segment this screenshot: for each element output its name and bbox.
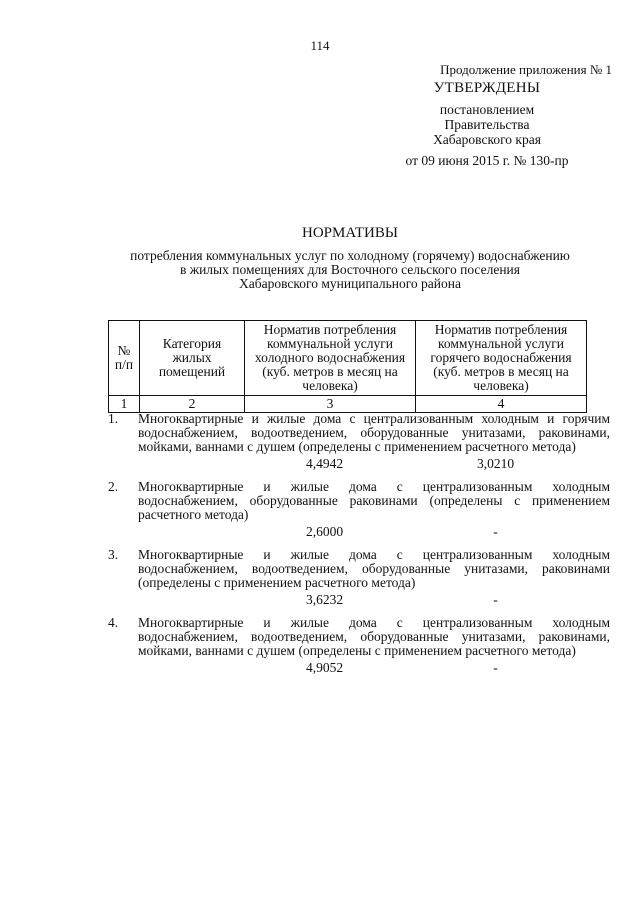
row-number: 4. — [108, 615, 119, 630]
row-category-text: Многоквартирные и жилые дома с централизованным холодным водоснабжением, водоотведением, оборудованные унитазами, раковинами (определены с применением расчетного метода) — [138, 547, 610, 590]
row-category-text: Многоквартирные и жилые дома с централизованным холодным водоснабжением, оборудованные раковинами (определены с применением расчетного метода) — [138, 479, 610, 522]
document-title-block — [100, 225, 600, 291]
row-number: 3. — [108, 547, 119, 562]
column-index-row — [109, 396, 587, 413]
hot-water-value: - — [493, 660, 498, 675]
document-title: НОРМАТИВЫ — [302, 225, 398, 241]
subtitle-line-3: Хабаровского муниципального района — [239, 276, 461, 291]
document-subtitle — [100, 249, 600, 291]
cold-water-value: 4,4942 — [305, 456, 344, 471]
approval-line-3: Хабаровского края — [433, 132, 541, 147]
subtitle-line-2: в жилых помещениях для Восточного сельского поселения — [180, 262, 520, 277]
norm-row — [108, 548, 610, 607]
norm-row — [108, 480, 610, 539]
subtitle-line-1: потребления коммунальных услуг по холодному (горячему) водоснабжению — [130, 248, 570, 263]
header-category: Категория жилых помещений — [140, 321, 245, 396]
row-category-text: Многоквартирные и жилые дома с централизованным холодным и горячим водоснабжением, водоотведением, оборудованные унитазами, раковинами, мойками, ваннами с душем (определены с применением расчетного метода) — [138, 411, 610, 454]
column-index: 1 — [109, 396, 140, 413]
approved-heading: УТВЕРЖДЕНЫ — [433, 80, 541, 96]
hot-water-value: 3,0210 — [476, 456, 515, 471]
norms-table — [108, 320, 587, 413]
row-category-text: Многоквартирные и жилые дома с централизованным холодным водоснабжением, водоотведением, оборудованные унитазами, раковинами, мойками, ваннами с душем (определены с применением расчетного метода) — [138, 615, 610, 658]
page-number: 114 — [310, 38, 330, 53]
cold-water-value: 2,6000 — [305, 524, 344, 539]
approval-line-1: постановлением — [439, 102, 535, 117]
approval-line-2: Правительства — [444, 117, 530, 132]
column-index: 4 — [416, 396, 587, 413]
row-number: 1. — [108, 411, 119, 426]
approval-date: от 09 июня 2015 г. № 130-пр — [405, 153, 569, 168]
hot-water-value: - — [493, 524, 498, 539]
norm-row — [108, 412, 610, 471]
norms-rows — [108, 412, 610, 684]
norm-row — [108, 616, 610, 675]
row-number: 2. — [108, 479, 119, 494]
cold-water-value: 3,6232 — [305, 592, 344, 607]
hot-water-value: - — [493, 592, 498, 607]
header-hot-water-norm: Норматив потребления коммунальной услуги горячего водоснабжения (куб. метров в месяц на человека) — [416, 321, 587, 396]
cold-water-value: 4,9052 — [305, 660, 344, 675]
column-index: 3 — [245, 396, 416, 413]
appendix-continuation: Продолжение приложения № 1 — [440, 62, 612, 77]
table-header-row — [109, 321, 587, 396]
header-cold-water-norm: Норматив потребления коммунальной услуги холодного водоснабжения (куб. метров в месяц на человека) — [245, 321, 416, 396]
approval-stamp-block — [362, 62, 612, 168]
header-number: № п/п — [109, 321, 140, 396]
column-index: 2 — [140, 396, 245, 413]
